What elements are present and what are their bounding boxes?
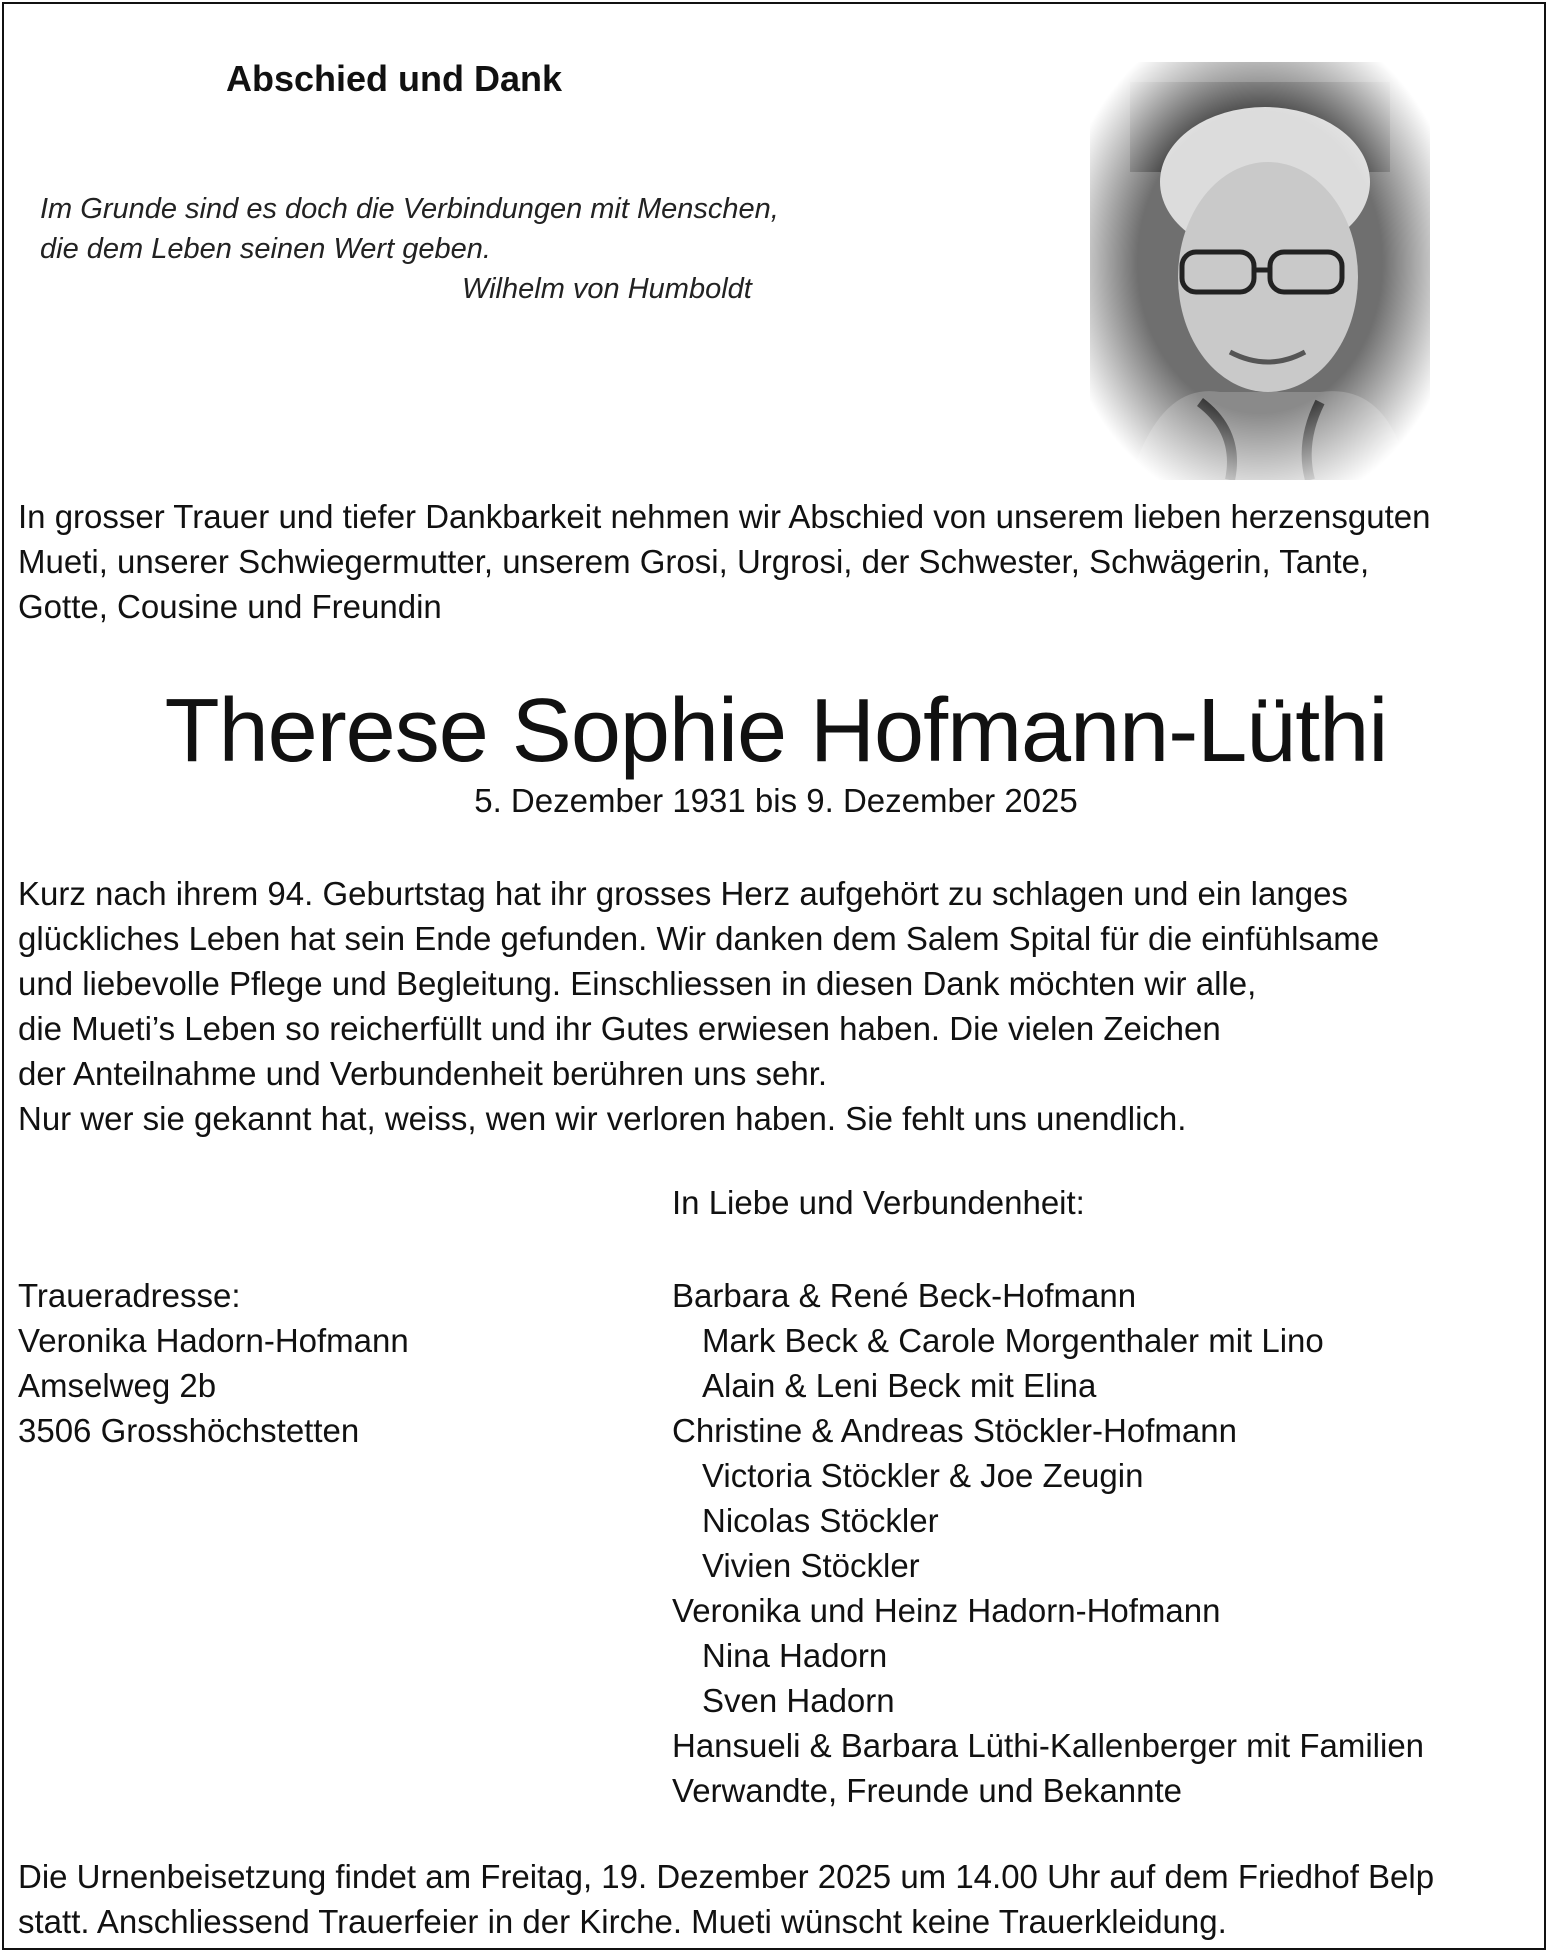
quote-line-1: Im Grunde sind es doch die Verbindungen mit Menschen, [40,193,779,225]
address-name: Veronika Hadorn-Hofmann [18,1322,409,1359]
mourner-entry: Hansueli & Barbara Lüthi-Kallenberger mit Familien [672,1727,1425,1764]
mourning-address [18,1273,409,1453]
mourners-list [672,1273,1424,1813]
funeral-line: statt. Anschliessend Trauerfeier in der Kirche. Mueti wünscht keine Trauerkleidung. [18,1903,1227,1940]
body-line: Nur wer sie gekannt hat, weiss, wen wir verloren haben. Sie fehlt uns unendlich. [18,1100,1187,1137]
body-line: und liebevolle Pflege und Begleitung. Einschliessen in diesen Dank möchten wir alle, [18,965,1257,1002]
mourner-entry: Nina Hadorn [702,1637,888,1674]
notice-heading: Abschied und Dank [226,58,563,99]
funeral-line: Die Urnenbeisetzung findet am Freitag, 19. Dezember 2025 um 14.00 Uhr auf dem Friedhof Belp [18,1858,1435,1895]
mourner-entry: Alain & Leni Beck mit Elina [702,1367,1097,1404]
portrait-photo [1090,62,1430,480]
intro-paragraph [18,494,1528,629]
mourner-entry: Sven Hadorn [702,1682,895,1719]
mourner-entry: Verwandte, Freunde und Bekannte [672,1772,1183,1809]
funeral-info [18,1854,1434,1944]
closing-greeting: In Liebe und Verbundenheit: [672,1184,1085,1221]
mourner-entry: Vivien Stöckler [702,1547,920,1584]
quote-author: Wilhelm von Humboldt [462,273,752,305]
intro-line: Gotte, Cousine und Freundin [18,588,442,625]
body-paragraph [18,871,1379,1141]
portrait-illustration [1090,62,1430,480]
mourner-entry: Veronika und Heinz Hadorn-Hofmann [672,1592,1221,1629]
mourner-entry: Nicolas Stöckler [702,1502,939,1539]
mourner-entry: Victoria Stöckler & Joe Zeugin [702,1457,1144,1494]
address-label: Traueradresse: [18,1277,241,1314]
address-street: Amselweg 2b [18,1367,217,1404]
mourner-entry: Christine & Andreas Stöckler-Hofmann [672,1412,1237,1449]
mourner-entry: Barbara & René Beck-Hofmann [672,1277,1137,1314]
life-dates: 5. Dezember 1931 bis 9. Dezember 2025 [474,782,1078,819]
body-line: Kurz nach ihrem 94. Geburtstag hat ihr grosses Herz aufgehört zu schlagen und ein langes [18,875,1348,912]
intro-line: Mueti, unserer Schwiegermutter, unserem Grosi, Urgrosi, der Schwester, Schwägerin, Tante, [18,543,1370,580]
quote-line-2: die dem Leben seinen Wert geben. [40,233,491,265]
body-line: glückliches Leben hat sein Ende gefunden. Wir danken dem Salem Spital für die einfühlsame [18,920,1380,957]
address-city: 3506 Grosshöchstetten [18,1412,360,1449]
body-line: der Anteilnahme und Verbundenheit berühren uns sehr. [18,1055,828,1092]
intro-line: In grosser Trauer und tiefer Dankbarkeit nehmen wir Abschied von unserem lieben herzensguten [18,498,1431,535]
mourner-entry: Mark Beck & Carole Morgenthaler mit Lino [702,1322,1324,1359]
deceased-name: Therese Sophie Hofmann-Lüthi [164,681,1388,781]
body-line: die Mueti’s Leben so reicherfüllt und ihr Gutes erwiesen haben. Die vielen Zeichen [18,1010,1221,1047]
